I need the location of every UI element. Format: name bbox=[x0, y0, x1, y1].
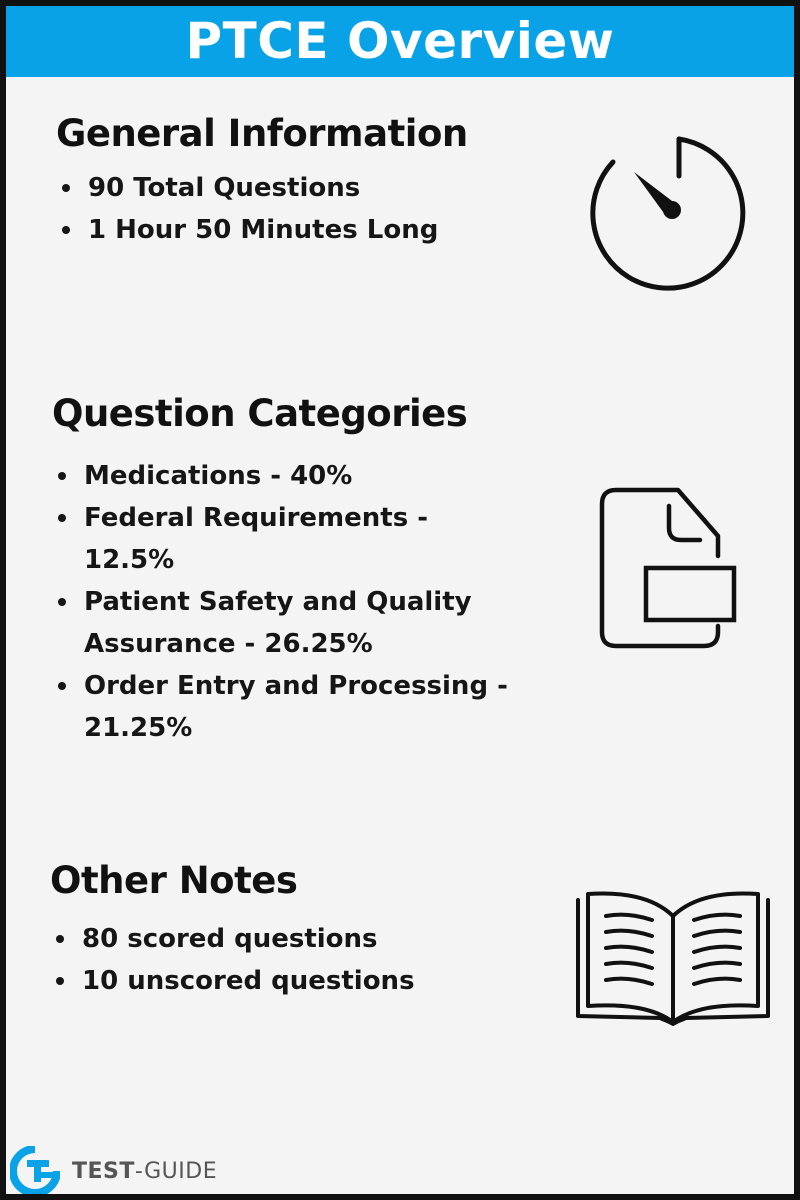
footer-branding bbox=[10, 1146, 217, 1196]
section-question-categories bbox=[52, 392, 572, 749]
section-general-information bbox=[56, 112, 576, 251]
page-title: PTCE Overview bbox=[185, 12, 615, 70]
list-item: Medications - 40% bbox=[52, 455, 524, 497]
title-banner bbox=[6, 6, 794, 77]
section-heading: Question Categories bbox=[52, 392, 468, 435]
bullet-list bbox=[52, 455, 572, 749]
section-heading: Other Notes bbox=[50, 859, 298, 902]
timer-icon bbox=[586, 126, 756, 296]
list-item: Federal Requirements - 12.5% bbox=[52, 497, 524, 581]
test-guide-logo-icon bbox=[10, 1146, 60, 1196]
bullet-list bbox=[50, 918, 570, 1002]
list-item: 80 scored questions bbox=[50, 918, 570, 960]
document-icon bbox=[596, 484, 746, 654]
section-heading: General Information bbox=[56, 112, 468, 155]
bullet-list bbox=[56, 167, 576, 251]
section-other-notes bbox=[50, 859, 570, 1002]
list-item: 90 Total Questions bbox=[56, 167, 576, 209]
list-item: 1 Hour 50 Minutes Long bbox=[56, 209, 576, 251]
list-item: Patient Safety and Quality Assurance - 26.25% bbox=[52, 581, 524, 665]
list-item: Order Entry and Processing - 21.25% bbox=[52, 665, 524, 749]
footer-brand-text: TEST-GUIDE bbox=[72, 1158, 218, 1184]
open-book-icon bbox=[566, 886, 780, 1026]
list-item: 10 unscored questions bbox=[50, 960, 570, 1002]
